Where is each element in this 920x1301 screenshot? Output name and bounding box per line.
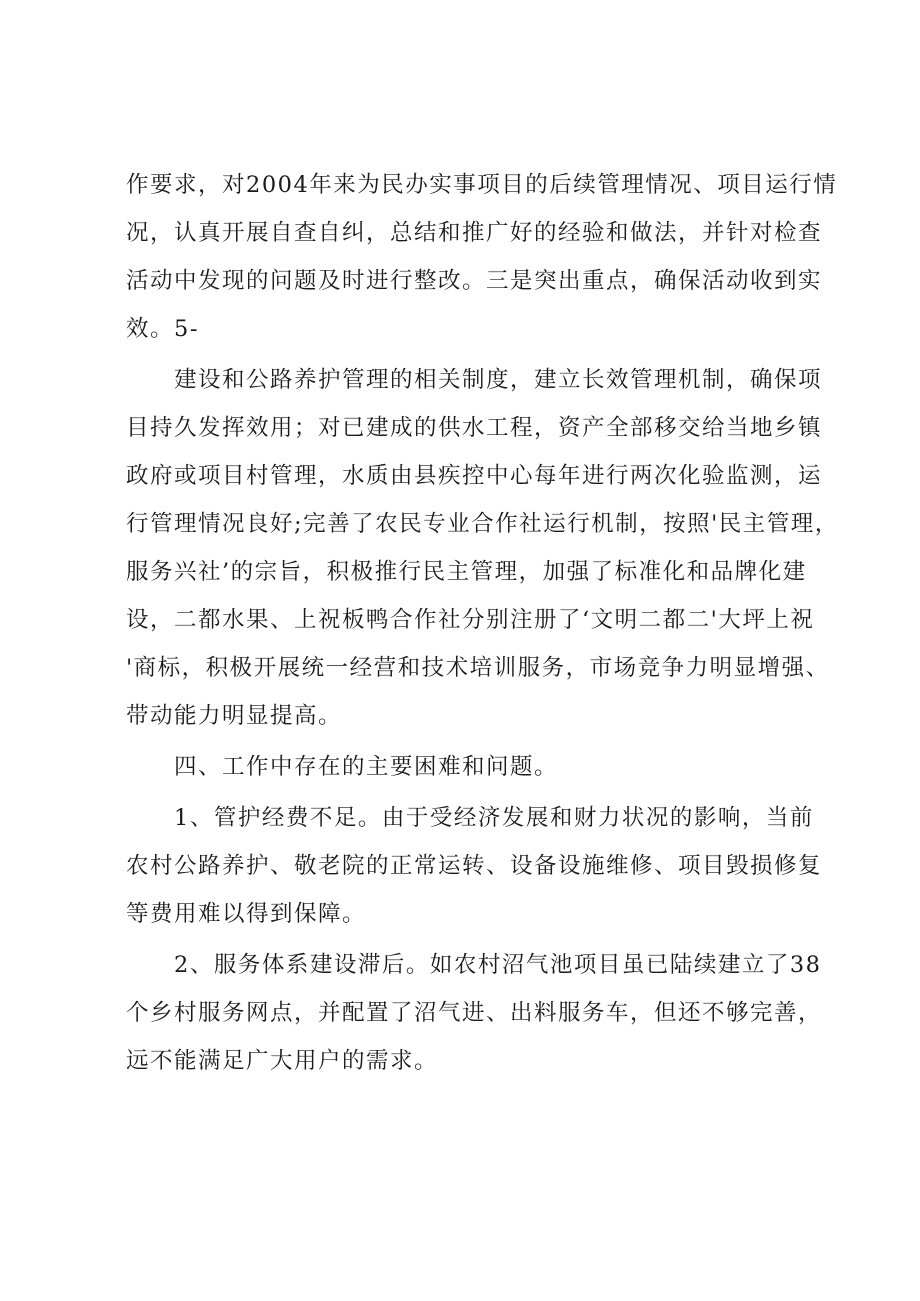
text-line: 个乡村服务网点，并配置了沼气进、出料服务车，但还不够完善， [126, 1000, 823, 1026]
text-line: 1、管护经费不足。由于受经济发展和财力状况的影响，当前 [174, 805, 814, 831]
section-heading: 四、工作中存在的主要困难和问题。 [174, 754, 559, 780]
text-line: 服务兴社’的宗旨，积极推行民主管理，加强了标准化和品牌化建 [126, 559, 807, 585]
text-line: 作要求，对2004年来为民办实事项目的后续管理情况、项目运行情 [126, 172, 838, 198]
text-line: 政府或项目村管理，水质由县疾控中心每年进行两次化验监测，运 [126, 463, 823, 489]
text-line: 等费用难以得到保障。 [126, 901, 367, 927]
text-line: 况，认真开展自查自纠，总结和推广好的经验和做法，并针对检查 [126, 220, 823, 246]
text-line: 2、服务体系建设滞后。如农村沼气池项目虽已陆续建立了38 [174, 952, 822, 978]
text-line: 效。5- [126, 316, 199, 342]
text-line: 行管理情况良好;完善了农民专业合作社运行机制，按照'民主管理， [126, 511, 839, 537]
text-line: 活动中发现的问题及时进行整改。三是突出重点，确保活动收到实 [126, 268, 823, 294]
text-line: 建设和公路养护管理的相关制度，建立长效管理机制，确保项 [174, 367, 823, 393]
text-line: 设，二都水果、上祝板鸭合作社分别注册了‘文明二都二'大坪上祝 [126, 607, 815, 633]
text-line: 带动能力明显提高。 [126, 703, 343, 729]
text-line: 农村公路养护、敬老院的正常运转、设备设施维修、项目毁损修复 [126, 853, 823, 879]
text-line: 目持久发挥效用；对已建成的供水工程，资产全部移交给当地乡镇 [126, 415, 823, 441]
text-line: '商标，积极开展统一经营和技术培训服务，市场竞争力明显增强、 [126, 655, 830, 681]
text-line: 远不能满足广大用户的需求。 [126, 1048, 439, 1074]
